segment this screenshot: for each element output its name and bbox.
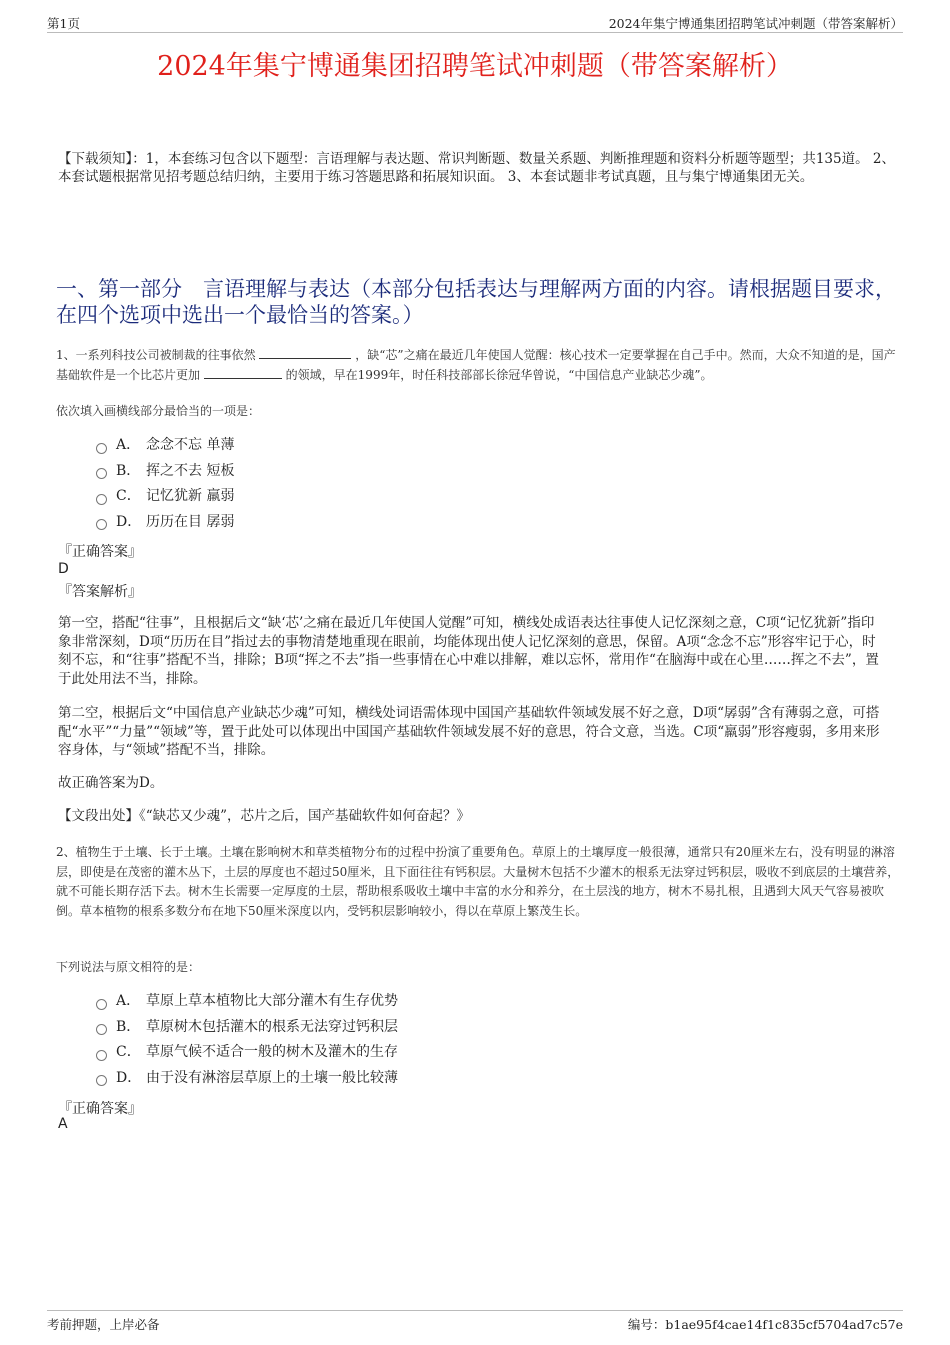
analysis-paragraph-2: 第二空，根据后文“中国信息产业缺芯少魂”可知，横线处词语需体现中国国产基础软件领域发展不好之意，D项“孱弱”含有薄弱之意，可搭配“水平”“力量”“领域”等，置于此处可以体现出中国国产基础软件领域发展不好的意思，符合文意，当选。C项“羸弱”形容瘦弱，多用来形容身体，与“领域”搭配不当，排除。: [58, 705, 880, 758]
answer-label: 『正确答案』: [58, 1101, 142, 1117]
answer-label: 『正确答案』: [58, 544, 142, 560]
blank-1: [259, 348, 351, 359]
option-d[interactable]: D． 历历在目 孱弱: [96, 510, 234, 536]
footer-slogan: 考前押题，上岸必备: [47, 1317, 160, 1332]
document-title: 2024年集宁博通集团招聘笔试冲刺题（带答案解析）: [157, 51, 793, 82]
download-notice: 【下载须知】：1，本套练习包含以下题型：言语理解与表达题、常识判断题、数量关系题、判断推理题和资料分析题等题型；共135道。 2、本套试题根据常见招考题总结归纳，主要用于练习答题思路和拓展知识面。 3、本套试题非考试真题，且与集宁博通集团无关。: [58, 151, 895, 185]
header-doc-title: 2024年集宁博通集团招聘笔试冲刺题（带答案解析）: [608, 16, 903, 31]
page-header: [47, 14, 903, 33]
conclusion: 故正确答案为D。: [58, 775, 164, 791]
radio-icon[interactable]: [96, 1024, 107, 1035]
question-2-prompt: 下列说法与原文相符的是：: [56, 960, 201, 974]
option-d[interactable]: D． 由于没有淋溶层草原上的土壤一般比较薄: [96, 1066, 398, 1092]
radio-icon[interactable]: [96, 1050, 107, 1061]
option-c[interactable]: C． 记忆犹新 羸弱: [96, 484, 234, 510]
question-2-text: 2、植物生于土壤、长于土壤。土壤在影响树木和草类植物分布的过程中扮演了重要角色。草原上的土壤厚度一般很薄，通常只有20厘米左右，没有明显的淋溶层，即使是在茂密的灌木丛下，土层的厚度也不超过50厘米，且下面往往有钙积层。大量树木包括不少灌木的根系无法穿过钙积层，吸收不到底层的土壤营养，就不可能长期存活下去。树木生长需要一定厚度的土层，帮助根系吸收土壤中丰富的水分和养分，在土层浅的地方，树木不易扎根，且遇到大风天气容易被吹倒。草本植物的根系多数分布在地下50厘米深度以内，受钙积层影响较小，得以在草原上繁茂生长。: [56, 845, 900, 918]
radio-icon[interactable]: [96, 519, 107, 530]
page-footer: [47, 1310, 903, 1335]
radio-icon[interactable]: [96, 468, 107, 479]
option-a[interactable]: A． 念念不忘 单薄: [96, 433, 234, 459]
analysis-label: 『答案解析』: [58, 584, 142, 600]
blank-2: [204, 368, 282, 379]
option-c[interactable]: C． 草原气候不适合一般的树木及灌木的生存: [96, 1040, 398, 1066]
question-1-prompt: 依次填入画横线部分最恰当的一项是：: [56, 404, 261, 418]
page-number: 第1页: [47, 16, 80, 31]
question-2-options: [96, 989, 398, 1091]
footer-doc-id: 编号：b1ae95f4cae14f1c835cf5704ad7c57e: [627, 1317, 903, 1332]
radio-icon[interactable]: [96, 494, 107, 505]
radio-icon[interactable]: [96, 1075, 107, 1086]
answer-value: D: [58, 561, 69, 577]
section-heading: 一、第一部分 言语理解与表达（本部分包括表达与理解两方面的内容。请根据题目要求，在四个选项中选出一个最恰当的答案。）: [56, 277, 896, 327]
radio-icon[interactable]: [96, 443, 107, 454]
question-1-text: 1、一系列科技公司被制裁的往事依然 ，缺“芯”之痛在最近几年使国人觉醒：核心技术一定要掌握在自己手中。然而，大众不知道的是，国产基础软件是一个比芯片更加 的领域，早在1999年，时任科技部部长徐冠华曾说，“中国信息产业缺芯少魂”。: [56, 348, 896, 382]
option-a[interactable]: A． 草原上草本植物比大部分灌木有生存优势: [96, 989, 398, 1015]
radio-icon[interactable]: [96, 999, 107, 1010]
option-b[interactable]: B． 挥之不去 短板: [96, 459, 234, 485]
option-b[interactable]: B． 草原树木包括灌木的根系无法穿过钙积层: [96, 1015, 398, 1041]
analysis-paragraph-1: 第一空，搭配“往事”，且根据后文“缺‘芯’之痛在最近几年使国人觉醒”可知，横线处成语表达往事使人记忆深刻之意，C项“记忆犹新”指印象非常深刻，D项“历历在目”指过去的事物清楚地重现在眼前，均能体现出使人记忆深刻的意思，保留。A项“念念不忘”形容牢记于心，时刻不忘，和“往事”搭配不当，排除；B项“挥之不去”指一些事情在心中难以排解，难以忘怀，常用作“在脑海中或在心里……挥之不去”，置于此处用法不当，排除。: [58, 615, 879, 687]
answer-value: A: [58, 1116, 68, 1132]
question-1-options: [96, 433, 234, 535]
source-citation: 【文段出处】《“缺芯又少魂”，芯片之后，国产基础软件如何奋起？》: [58, 808, 471, 824]
